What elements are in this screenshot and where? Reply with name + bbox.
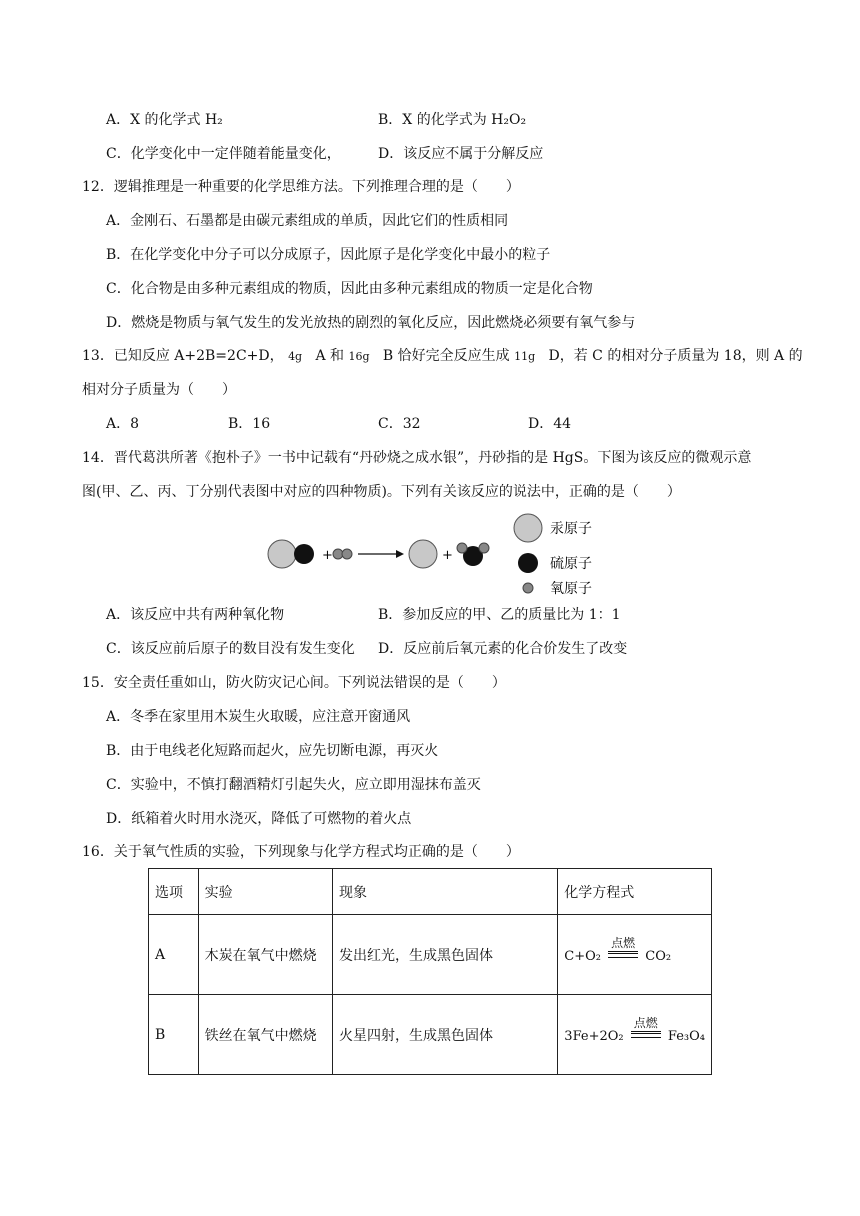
q13-stem-part2: A 和 — [315, 348, 345, 364]
q13-option-b: B．16 — [228, 416, 271, 432]
q13-stem-part3: B 恰好完全反应生成 — [382, 348, 510, 364]
q13-stem-line1 — [82, 347, 803, 366]
equation-reactants: 3Fe+2O₂ — [564, 1028, 624, 1044]
row-phenomenon: 发出红光，生成黑色固体 — [333, 915, 558, 995]
header-phenomenon: 现象 — [333, 869, 558, 915]
legend-mercury-label: 汞原子 — [550, 521, 592, 537]
q14-option-b: B．参加反应的甲、乙的质量比为 1：1 — [378, 607, 621, 623]
reaction-condition-sign — [607, 935, 639, 962]
q14-stem-line1: 14．晋代葛洪所著《抱朴子》一书中记载有“丹砂烧之成水银”，丹砂指的是 HgS。下图为该反应的微观示意 — [82, 450, 752, 466]
chemical-equation — [564, 935, 672, 964]
header-option: 选项 — [149, 869, 199, 915]
q16-options-table — [148, 868, 712, 1075]
legend-oxygen-icon — [523, 583, 533, 593]
q13-option-d: D．44 — [528, 416, 572, 432]
q11-option-a: A．X 的化学式 H₂ — [106, 112, 223, 128]
q15-option-c: C．实验中，不慎打翻酒精灯引起失火，应立即用湿抹布盖灭 — [106, 777, 481, 793]
header-experiment: 实验 — [198, 869, 332, 915]
legend — [514, 514, 592, 597]
chemical-equation — [564, 1015, 705, 1044]
reaction-arrow — [358, 550, 404, 558]
q13-mass-b: 16g — [348, 350, 370, 363]
q11-option-c: C．化学变化中一定伴随着能量变化， — [106, 146, 341, 162]
q13-stem-part1: 13．已知反应 A+2B=2C+D， — [82, 348, 284, 364]
equation-products: CO₂ — [645, 948, 672, 964]
q14-option-d: D．反应前后氧元素的化合价发生了改变 — [378, 641, 628, 657]
table-row — [149, 915, 712, 995]
row-equation — [558, 995, 712, 1075]
q11-option-b: B．X 的化学式为 H₂O₂ — [378, 112, 527, 128]
q13-mass-a: 4g — [288, 350, 303, 363]
q15-option-d: D．纸箱着火时用水浇灭，降低了可燃物的着火点 — [106, 811, 412, 827]
legend-oxygen-label: 氧原子 — [550, 581, 592, 597]
q14-option-c: C．该反应前后原子的数目没有发生变化 — [106, 641, 355, 657]
q15-option-a: A．冬季在家里用木炭生火取暖，应注意开窗通风 — [106, 709, 411, 725]
reactant-oxygen-molecule — [333, 549, 352, 559]
q13-option-c: C．32 — [378, 416, 421, 432]
q12-stem: 12．逻辑推理是一种重要的化学思维方法。下列推理合理的是（ ） — [82, 179, 520, 195]
product-mercury-atom — [409, 540, 437, 568]
row-phenomenon: 火星四射，生成黑色固体 — [333, 995, 558, 1075]
reaction-micro-diagram — [262, 508, 622, 604]
legend-mercury-icon — [514, 514, 542, 542]
header-equation: 化学方程式 — [558, 869, 712, 915]
equation-reactants: C+O₂ — [564, 948, 602, 964]
row-option: A — [149, 915, 199, 995]
q14-stem-line2: 图(甲、乙、丙、丁分别代表图中对应的四种物质)。下列有关该反应的说法中，正确的是（ ） — [82, 484, 681, 500]
q12-option-a: A．金刚石、石墨都是由碳元素组成的单质，因此它们的性质相同 — [106, 213, 509, 229]
row-equation — [558, 915, 712, 995]
legend-sulfur-icon — [518, 553, 538, 573]
q13-mass-d: 11g — [514, 350, 536, 363]
q14-option-a: A．该反应中共有两种氧化物 — [106, 607, 285, 623]
reaction-condition-sign — [630, 1015, 662, 1042]
row-experiment: 铁丝在氧气中燃烧 — [198, 995, 332, 1075]
reactant-hgs-molecule — [268, 540, 314, 568]
condition-label: 点燃 — [633, 1015, 658, 1030]
q15-option-b: B．由于电线老化短路而起火，应先切断电源，再灭火 — [106, 743, 439, 759]
row-experiment: 木炭在氧气中燃烧 — [198, 915, 332, 995]
q12-option-b: B．在化学变化中分子可以分成原子，因此原子是化学变化中最小的粒子 — [106, 247, 551, 263]
plus-sign-2: + — [442, 548, 453, 563]
row-option: B — [149, 995, 199, 1075]
product-so2-molecule — [457, 543, 489, 566]
table-header-row — [149, 869, 712, 915]
q12-option-d: D．燃烧是物质与氧气发生的发光放热的剧烈的氧化反应，因此燃烧必须要有氧气参与 — [106, 315, 636, 331]
q13-option-a: A．8 — [106, 416, 140, 432]
q16-stem: 16．关于氧气性质的实验，下列现象与化学方程式均正确的是（ ） — [82, 844, 520, 860]
q15-stem: 15．安全责任重如山，防火防灾记心间。下列说法错误的是（ ） — [82, 675, 506, 691]
condition-label: 点燃 — [611, 935, 636, 950]
q13-stem-part4: D，若 C 的相对分子质量为 18，则 A 的 — [548, 348, 803, 364]
equation-products: Fe₃O₄ — [667, 1028, 705, 1044]
table-row — [149, 995, 712, 1075]
q11-option-d: D．该反应不属于分解反应 — [378, 146, 544, 162]
legend-sulfur-label: 硫原子 — [550, 556, 592, 572]
q13-stem-line2: 相对分子质量为（ ） — [82, 382, 236, 398]
q12-option-c: C．化合物是由多种元素组成的物质，因此由多种元素组成的物质一定是化合物 — [106, 281, 593, 297]
plus-sign-1: + — [322, 548, 333, 563]
